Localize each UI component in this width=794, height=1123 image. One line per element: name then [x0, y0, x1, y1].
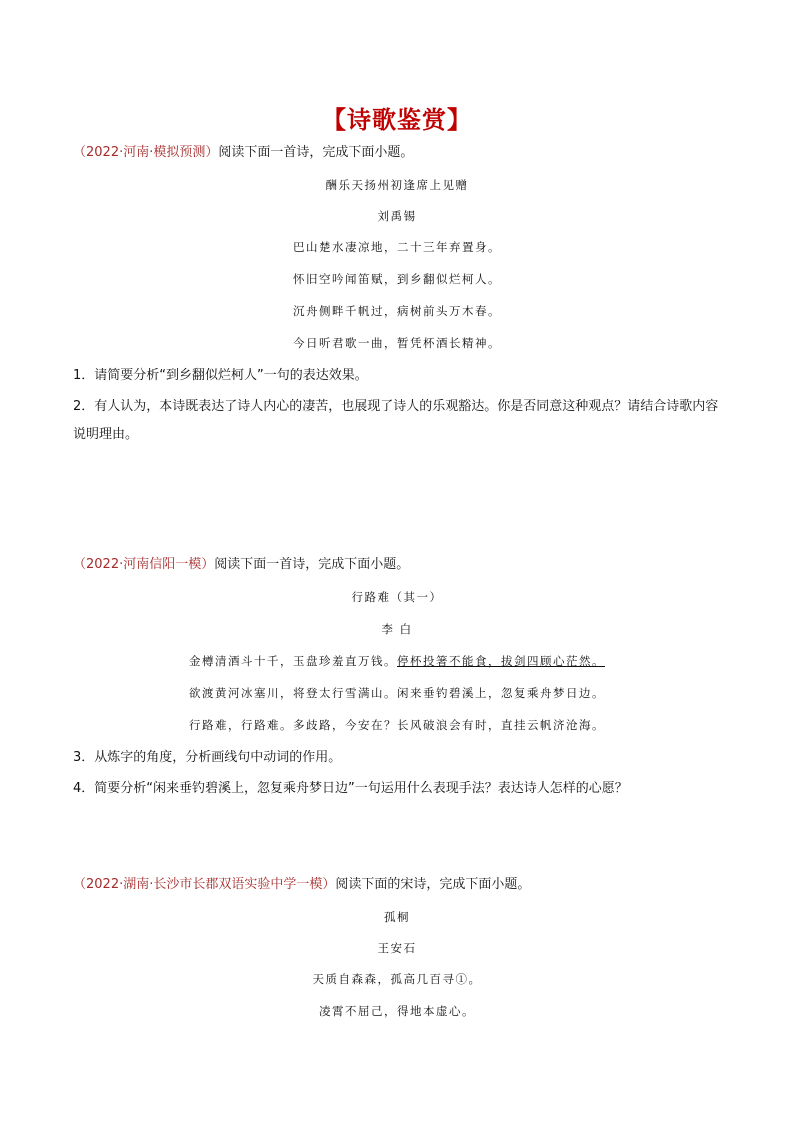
section-1-poem-title: 酬乐天扬州初逢席上见赠	[325, 178, 469, 192]
section-1-author: 刘禹锡	[377, 209, 417, 223]
section-1-intro	[73, 143, 413, 163]
section-2-instruction: 阅读下面一首诗，完成下面小题。	[214, 557, 410, 572]
section-2-line-1-plain: 金樽清酒斗十千，玉盘珍羞直万钱。	[189, 654, 397, 668]
section-1-poem-line: 沉舟侧畔千帆过，病树前头万木春。	[293, 304, 501, 318]
section-1-instruction: 阅读下面一首诗，完成下面小题。	[218, 145, 414, 160]
section-3-instruction: 阅读下面的宋诗，完成下面小题。	[335, 877, 531, 892]
section-2-intro	[73, 555, 409, 575]
page-title: 【诗歌鉴赏】	[322, 106, 472, 134]
question-2: 2．有人认为，本诗既表达了诗人内心的凄苦，也展现了诗人的乐观豁达。你是否同意这种观点？请结合诗歌内容说明理由。	[73, 399, 719, 442]
section-2-poem-line: 行路难，行路难。多歧路，今安在？长风破浪会有时，直挂云帆济沧海。	[189, 718, 605, 732]
section-2-poem-line	[0, 652, 794, 670]
section-3-source: （2022·湖南·长沙市长郡双语实验中学一模）	[73, 877, 336, 892]
section-2-source: （2022·河南信阳一模）	[73, 557, 215, 572]
section-2-author: 李 白	[381, 622, 413, 636]
underlined-line: 停杯投箸不能食，拔剑四顾心茫然。	[397, 654, 605, 668]
section-1-poem-line: 巴山楚水凄凉地，二十三年弃置身。	[293, 240, 501, 254]
section-2-poem-line: 欲渡黄河冰塞川，将登太行雪满山。闲来垂钓碧溪上，忽复乘舟梦日边。	[189, 686, 605, 700]
section-1-poem-line: 怀旧空吟闻笛赋，到乡翻似烂柯人。	[293, 272, 501, 286]
section-1-source: （2022·河南·模拟预测）	[73, 145, 219, 160]
section-3-poem-line: 凌霄不屈己，得地本虚心。	[319, 1004, 475, 1018]
question-3: 3．从炼字的角度，分析画线句中动词的作用。	[73, 750, 342, 765]
section-1-poem-line: 今日听君歌一曲，暂凭杯酒长精神。	[293, 336, 501, 350]
section-2-poem-title: 行路难（其一）	[351, 590, 443, 604]
question-4: 4．简要分析“闲来垂钓碧溪上，忽复乘舟梦日边”一句运用什么表现手法？表达诗人怎样的心愿？	[73, 781, 628, 796]
question-1: 1．请简要分析“到乡翻似烂柯人”一句的表达效果。	[73, 368, 368, 383]
section-3-poem-line: 天质自森森，孤高几百寻①。	[312, 972, 482, 986]
section-3-intro	[73, 875, 530, 895]
section-3-poem-title: 孤桐	[384, 910, 410, 924]
section-3-author: 王安石	[377, 941, 417, 955]
